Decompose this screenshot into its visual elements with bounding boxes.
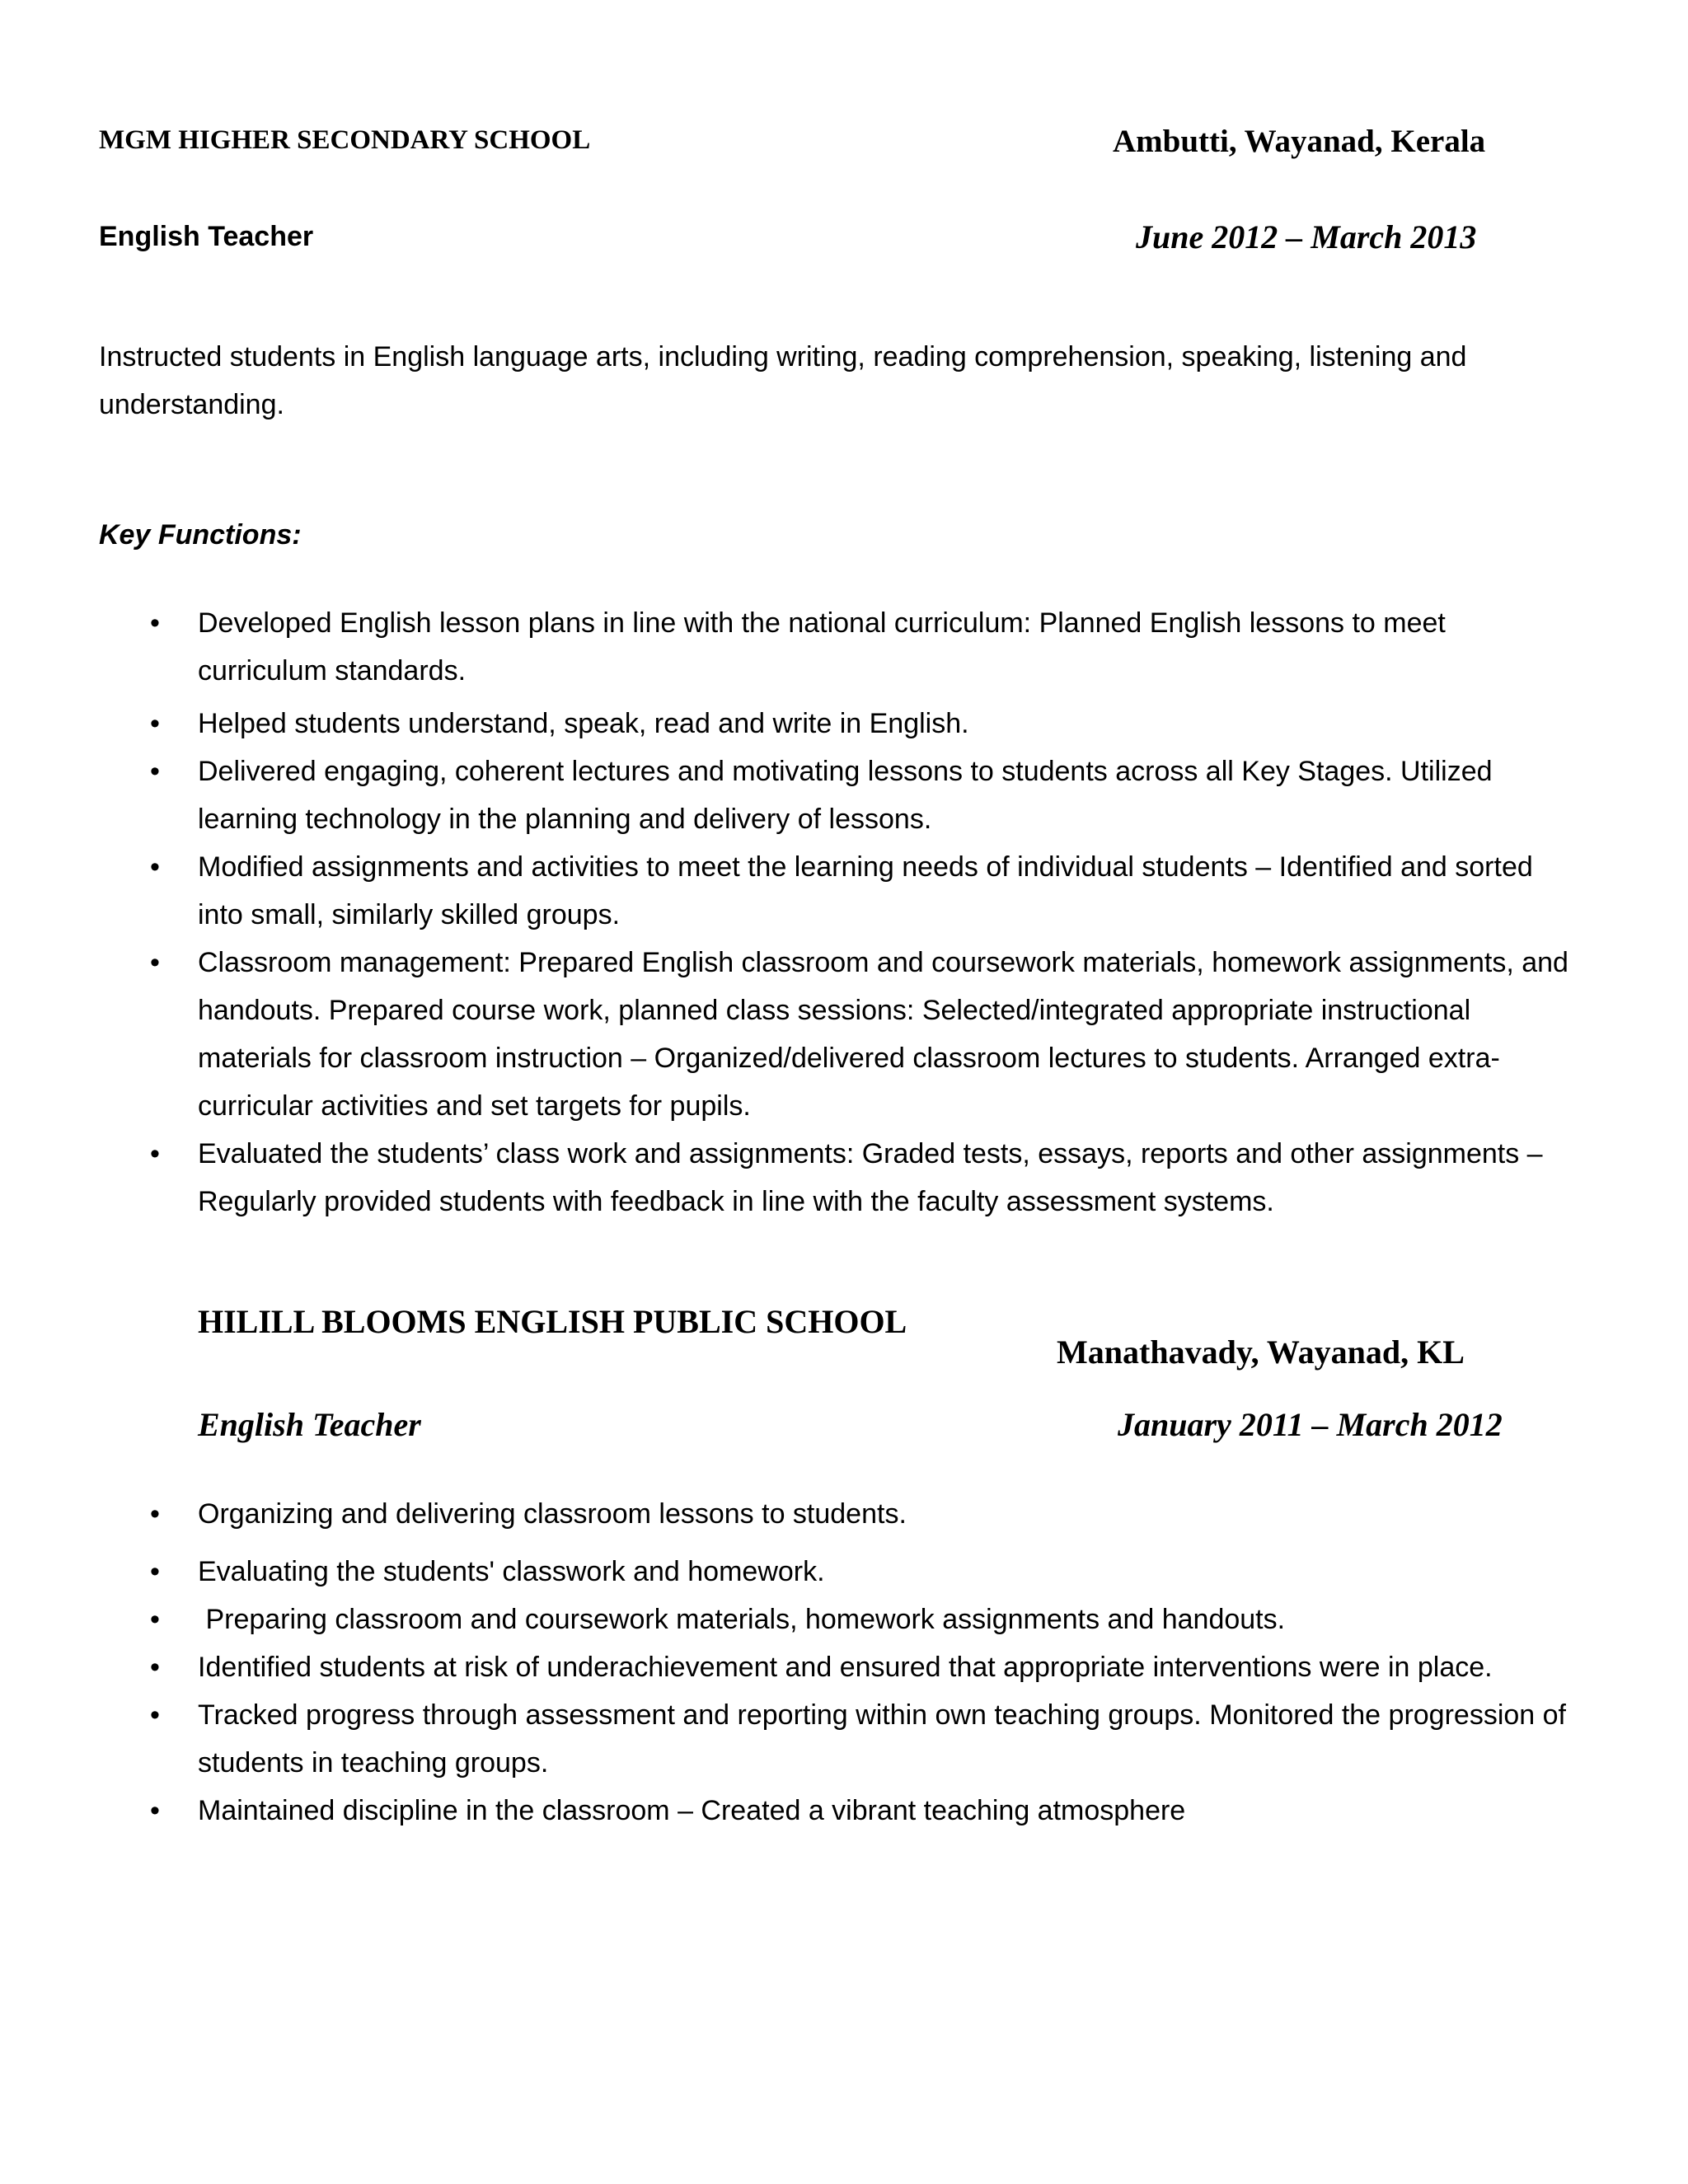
- bullet-icon: •: [150, 1604, 160, 1635]
- list-item: [150, 1691, 1582, 1787]
- job2-location: Manathavady, Wayanad, KL: [1057, 1333, 1465, 1371]
- list-item: [150, 700, 1582, 748]
- key-functions-heading: Key Functions:: [99, 519, 302, 551]
- bullet-icon: •: [150, 947, 160, 978]
- bullet-icon: •: [150, 756, 160, 787]
- job1-location: Ambutti, Wayanad, Kerala: [1113, 124, 1486, 159]
- job1-school-name: MGM HIGHER SECONDARY SCHOOL: [99, 125, 591, 155]
- list-item-text: Preparing classroom and coursework materials, homework assignments and handouts.: [198, 1604, 1286, 1635]
- list-item: [150, 1490, 1582, 1538]
- job1-bullet-list: [150, 599, 1582, 1226]
- bullet-icon: •: [150, 851, 160, 883]
- list-item: [150, 843, 1582, 939]
- list-item-text: Classroom management: Prepared English classroom and coursework materials, homework assignments, and handouts. Prepared course work, planned class sessions: Selected/integrated appropriate instructional materials for classroom instruction – Organized/delivered classroom lectures to students. Arranged extra-curricular activities and set targets for pupils.: [198, 947, 1568, 1122]
- bullet-icon: •: [150, 1795, 160, 1826]
- bullet-icon: •: [150, 1498, 160, 1530]
- list-item: [150, 1643, 1582, 1691]
- list-item-text: Modified assignments and activities to meet the learning needs of individual students – Identified and sorted into small, similarly skilled groups.: [198, 851, 1533, 930]
- job2-bullet-list: [150, 1490, 1582, 1835]
- list-item-text: Evaluating the students' classwork and homework.: [198, 1556, 825, 1587]
- job2-title: English Teacher: [198, 1406, 421, 1443]
- list-item: [150, 1130, 1582, 1226]
- job2-school-name: HILILL BLOOMS ENGLISH PUBLIC SCHOOL: [198, 1303, 907, 1340]
- list-item: [150, 599, 1582, 695]
- bullet-icon: •: [150, 1699, 160, 1731]
- bullet-icon: •: [150, 607, 160, 639]
- list-item-text: Evaluated the students’ class work and assignments: Graded tests, essays, reports and other assignments – Regularly provided students with feedback in line with the faculty assessment systems.: [198, 1138, 1543, 1217]
- list-item: [150, 939, 1582, 1130]
- job1-dates: June 2012 – March 2013: [1136, 218, 1477, 255]
- list-item-text: Maintained discipline in the classroom – Created a vibrant teaching atmosphere: [198, 1795, 1186, 1826]
- list-item-text: Delivered engaging, coherent lectures and motivating lessons to students across all Key Stages. Utilized learning technology in the planning and delivery of lessons.: [198, 756, 1493, 835]
- list-item-text: Organizing and delivering classroom lessons to students.: [198, 1498, 907, 1530]
- job1-title: English Teacher: [99, 221, 314, 252]
- list-item: [150, 1596, 1582, 1643]
- job2-dates: January 2011 – March 2012: [1118, 1406, 1503, 1443]
- list-item-text: Identified students at risk of underachievement and ensured that appropriate interventions were in place.: [198, 1652, 1493, 1683]
- bullet-icon: •: [150, 1138, 160, 1169]
- bullet-icon: •: [150, 708, 160, 739]
- bullet-icon: •: [150, 1652, 160, 1683]
- list-item-text: Developed English lesson plans in line with the national curriculum: Planned English lessons to meet curriculum standards.: [198, 607, 1446, 687]
- bullet-icon: •: [150, 1556, 160, 1587]
- job1-summary: Instructed students in English language arts, including writing, reading comprehension, speaking, listening and understanding.: [99, 341, 1467, 420]
- list-item: [150, 1787, 1582, 1835]
- list-item: [150, 748, 1582, 843]
- list-item-text: Tracked progress through assessment and reporting within own teaching groups. Monitored the progression of students in teaching groups.: [198, 1699, 1566, 1779]
- list-item-text: Helped students understand, speak, read and write in English.: [198, 708, 969, 739]
- list-item: [150, 1548, 1582, 1596]
